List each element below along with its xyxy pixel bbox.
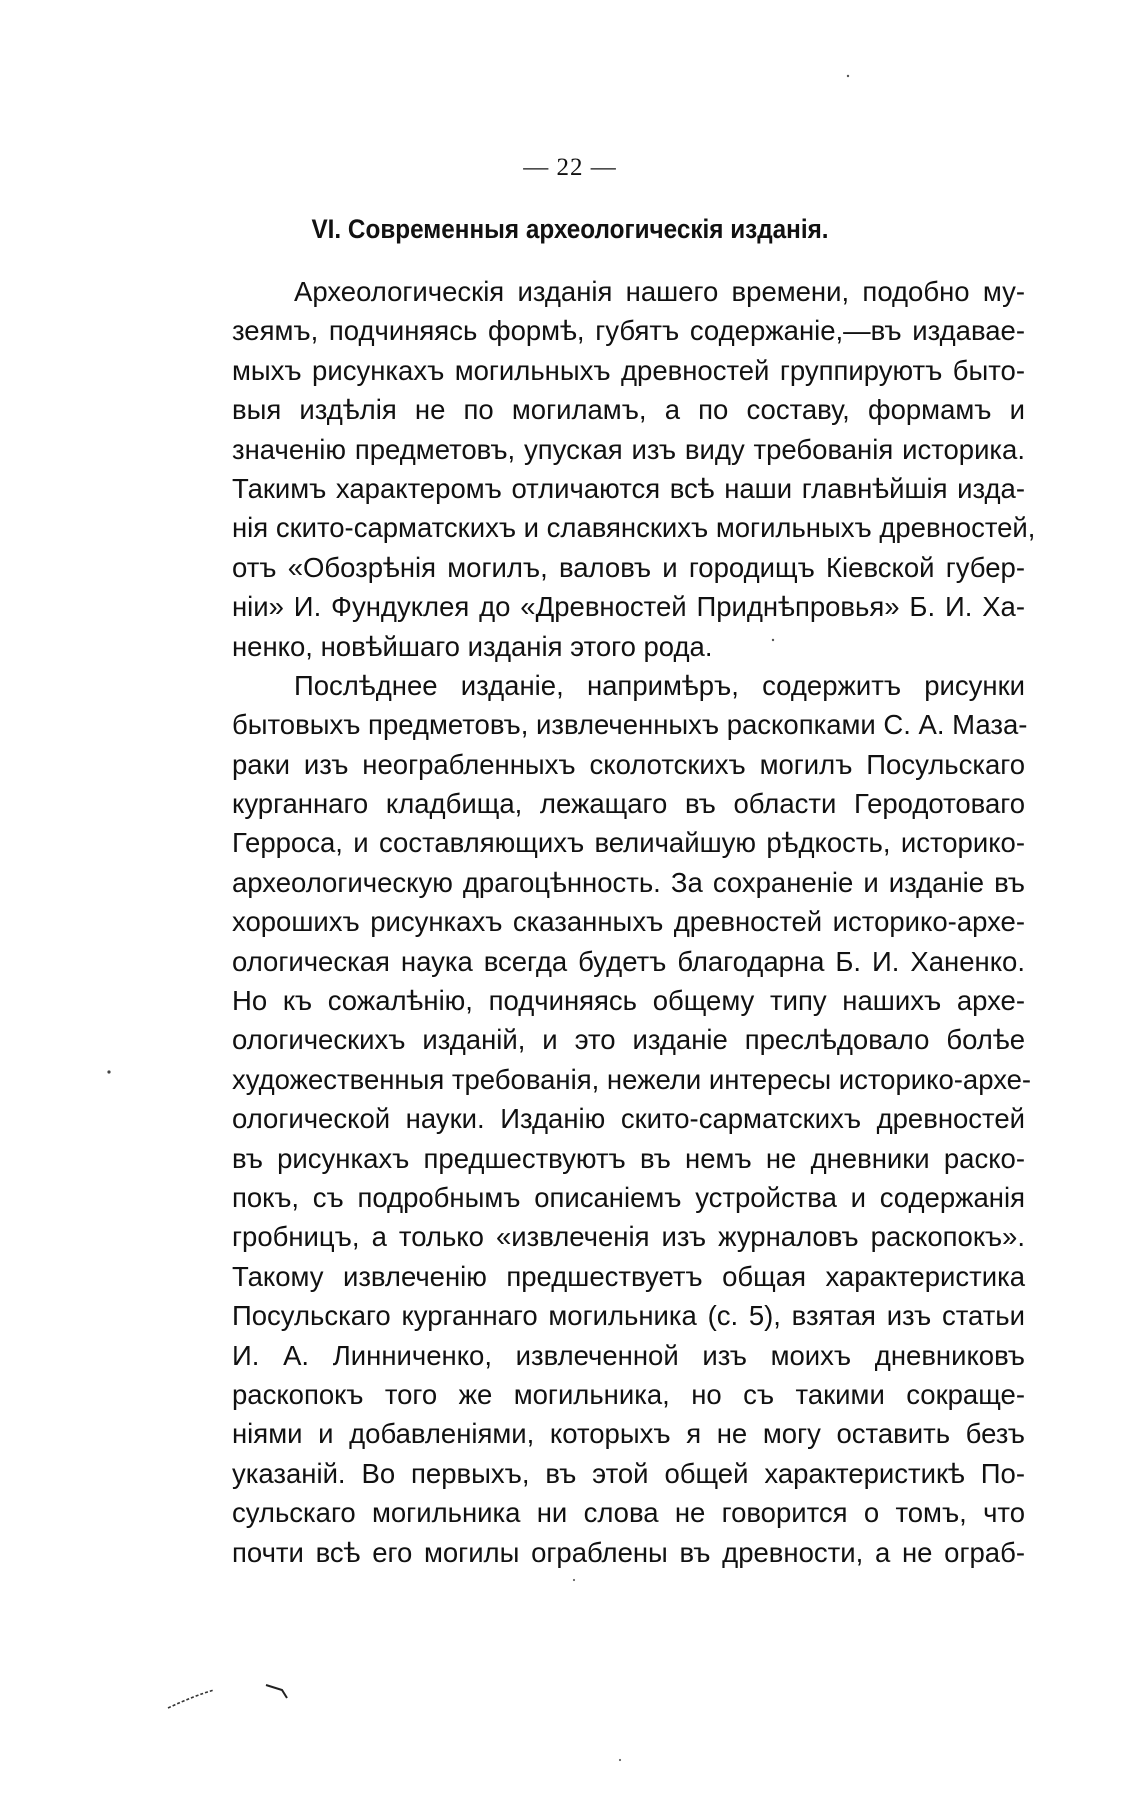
speck-mark bbox=[107, 1070, 110, 1073]
text-line: Но къ сожалѣнію, подчиняясь общему типу нашихъ архе- bbox=[232, 985, 1025, 1017]
text-line: раскопокъ того же могильника, но съ такими сокраще- bbox=[232, 1378, 1025, 1410]
text-line: ненко, новѣйшаго изданія этого рода. bbox=[232, 630, 713, 662]
text-line: покъ, съ подробнымъ описаніемъ устройства и содержанія bbox=[232, 1181, 1025, 1213]
paragraph-2 bbox=[232, 666, 1032, 1572]
text-line: отъ «Обозрѣнія могилъ, валовъ и городищъ Кіевской губер- bbox=[232, 551, 1025, 583]
pen-stroke-mark bbox=[266, 1685, 287, 1698]
text-line: ологической науки. Изданію скито-сарматскихъ древностей bbox=[232, 1103, 1025, 1135]
page-number: — 22 — bbox=[523, 154, 617, 181]
text-line: указаній. Во первыхъ, въ этой общей характеристикѣ По- bbox=[232, 1457, 1025, 1489]
text-line: курганнаго кладбища, лежащаго въ области Геродотоваго bbox=[232, 788, 1025, 820]
text-line: сульскаго могильника ни слова не говорится о томъ, что bbox=[232, 1497, 1025, 1529]
text-line: гробницъ, а только «извлеченія изъ журналовъ раскопокъ». bbox=[232, 1221, 1025, 1253]
text-line: выя издѣлія не по могиламъ, а по составу, формамъ и bbox=[232, 394, 1025, 426]
text-line: И. А. Линниченко, извлеченной изъ моихъ дневниковъ bbox=[232, 1339, 1025, 1371]
section-heading: VI. Современныя археологическія изданія. bbox=[311, 214, 829, 244]
text-line: ологическая наука всегда будетъ благодарна Б. И. Ханенко. bbox=[232, 945, 1025, 977]
speck-mark bbox=[573, 1579, 575, 1581]
text-line: Археологическія изданія нашего времени, подобно му- bbox=[294, 276, 1025, 307]
text-line: ологическихъ изданій, и это изданіе преслѣдовало болѣе bbox=[232, 1024, 1025, 1056]
text-line: Посульскаго курганнаго могильника (с. 5), взятая изъ статьи bbox=[232, 1300, 1025, 1332]
text-line: хорошихъ рисункахъ сказанныхъ древностей историко-архе- bbox=[232, 906, 1025, 938]
text-line: бытовыхъ предметовъ, извлеченныхъ раскопками С. А. Маза- bbox=[232, 709, 1028, 741]
text-line: въ рисункахъ предшествуютъ въ немъ не дневники раско- bbox=[232, 1142, 1025, 1174]
text-line: значенію предметовъ, упуская изъ виду требованія историка. bbox=[232, 433, 1025, 465]
text-line: раки изъ неограбленныхъ сколотскихъ могилъ Посульскаго bbox=[232, 748, 1025, 780]
text-line: ніями и добавленіями, которыхъ я не могу оставить безъ bbox=[232, 1418, 1025, 1450]
speck-mark bbox=[847, 75, 849, 77]
text-line: нія скито-сарматскихъ и славянскихъ могильныхъ древностей, bbox=[232, 512, 1036, 544]
paragraph-1 bbox=[232, 272, 1036, 666]
text-line: Послѣднее изданіе, напримѣръ, содержитъ рисунки bbox=[294, 669, 1025, 701]
text-line: Такому извлеченію предшествуетъ общая характеристика bbox=[232, 1260, 1025, 1292]
speck-mark bbox=[619, 1759, 621, 1761]
text-line: ніи» И. Фундуклея до «Древностей Приднѣпровья» Б. И. Ха- bbox=[232, 591, 1025, 623]
text-line: зеямъ, подчиняясь формѣ, губятъ содержаніе,—въ издавае- bbox=[232, 315, 1025, 347]
text-line: Герроса, и составляющихъ величайшую рѣдкость, историко- bbox=[232, 827, 1025, 859]
text-line: художественныя требованія, нежели интересы историко-архе- bbox=[232, 1063, 1032, 1095]
text-line: Такимъ характеромъ отличаются всѣ наши главнѣйшія изда- bbox=[232, 472, 1025, 504]
text-line: почти всѣ его могилы ограблены въ древности, а не ограб- bbox=[232, 1536, 1025, 1568]
text-line: археологическую драгоцѣнность. За сохраненіе и изданіе въ bbox=[232, 866, 1025, 898]
pen-stroke-mark bbox=[168, 1690, 214, 1708]
body-text bbox=[232, 272, 1036, 1572]
text-line: мыхъ рисункахъ могильныхъ древностей группируютъ быто- bbox=[232, 354, 1025, 386]
